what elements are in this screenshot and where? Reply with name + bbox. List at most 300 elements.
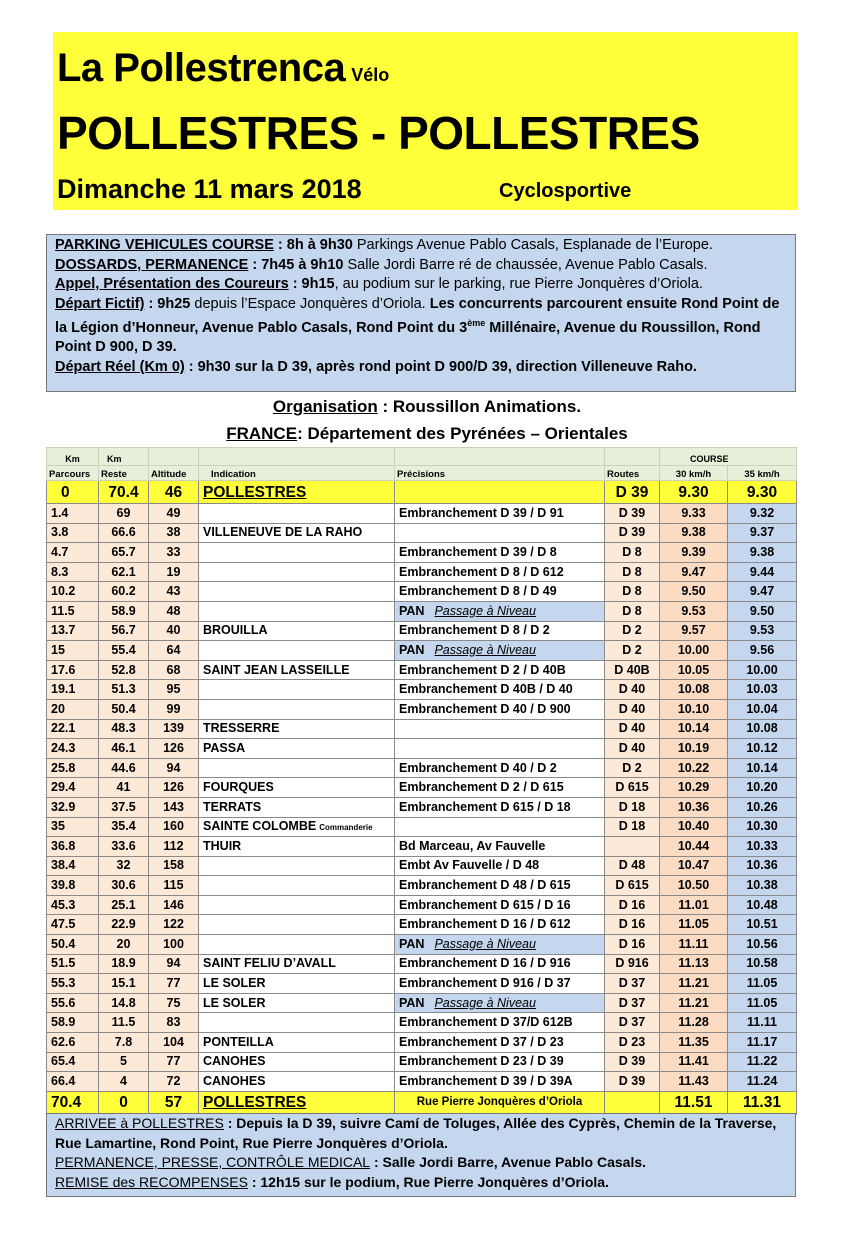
time-35kmh: 10.26 xyxy=(728,797,797,817)
precision xyxy=(395,523,605,543)
km-parcours: 19.1 xyxy=(47,680,99,700)
indication: POLLESTRES xyxy=(199,1091,395,1114)
indication-text: VILLENEUVE DE LA RAHO xyxy=(203,525,363,540)
time-30kmh: 10.40 xyxy=(660,817,728,837)
precision-text: PAN xyxy=(399,995,425,1010)
altitude: 64 xyxy=(149,641,199,661)
km-parcours: 45.3 xyxy=(47,895,99,915)
precision-text: Embt Av Fauvelle / D 48 xyxy=(399,858,540,873)
time-30kmh: 11.01 xyxy=(660,895,728,915)
table-row xyxy=(47,739,797,759)
altitude: 94 xyxy=(149,954,199,974)
time-30kmh: 11.51 xyxy=(660,1091,728,1114)
precision-text: Embranchement D 8 / D 49 xyxy=(399,584,557,599)
km-parcours: 38.4 xyxy=(47,856,99,876)
altitude: 33 xyxy=(149,543,199,563)
precision: Rue Pierre Jonquères d’Oriola xyxy=(395,1091,605,1114)
indication xyxy=(199,974,395,994)
route: D 37 xyxy=(605,1013,660,1033)
info-parking: PARKING VEHICULES COURSE : 8h à 9h30 Parkings Avenue Pablo Casals, Esplanade de l’Europe. xyxy=(55,237,713,253)
indication xyxy=(199,680,395,700)
info-depart-reel: Départ Réel (Km 0) : 9h30 sur la D 39, après rond point D 900/D 39, direction Villeneuve Raho. xyxy=(55,358,697,375)
indication xyxy=(199,582,395,602)
precision-text: Embranchement D 2 / D 40B xyxy=(399,662,566,677)
route: D 615 xyxy=(605,778,660,798)
time-30kmh: 10.36 xyxy=(660,797,728,817)
start-row: 0 70.4 46 POLLESTRES D 39 9.30 9.30 xyxy=(47,481,797,504)
km-parcours: 22.1 xyxy=(47,719,99,739)
precision-text: PAN xyxy=(399,642,425,657)
precision-text: Embranchement D 39 / D 39A xyxy=(399,1074,573,1089)
altitude: 139 xyxy=(149,719,199,739)
time-35kmh: 9.56 xyxy=(728,641,797,661)
time-35kmh: 10.08 xyxy=(728,719,797,739)
info-appel: Appel, Présentation des Coureurs : 9h15, au podium sur le parking, rue Pierre Jonquères d’Oriola. xyxy=(55,276,703,292)
indication-text: BROUILLA xyxy=(203,623,268,638)
km-parcours: 8.3 xyxy=(47,562,99,582)
time-30kmh: 11.21 xyxy=(660,974,728,994)
time-30kmh: 10.50 xyxy=(660,876,728,896)
altitude: 68 xyxy=(149,660,199,680)
time-30kmh: 10.08 xyxy=(660,680,728,700)
indication-text: PASSA xyxy=(203,740,246,755)
indication xyxy=(199,817,395,837)
indication xyxy=(199,895,395,915)
km-parcours: 50.4 xyxy=(47,935,99,955)
precision xyxy=(395,974,605,994)
passage-niveau-text: Passage à Niveau xyxy=(434,936,536,951)
precision-text: Embranchement D 40B / D 40 xyxy=(399,682,573,697)
indication xyxy=(199,915,395,935)
km-parcours: 4.7 xyxy=(47,543,99,563)
table-row xyxy=(47,699,797,719)
route: D 2 xyxy=(605,758,660,778)
altitude: 75 xyxy=(149,993,199,1013)
table-row xyxy=(47,876,797,896)
altitude: 104 xyxy=(149,1033,199,1053)
route xyxy=(605,837,660,857)
km-reste: 25.1 xyxy=(99,895,149,915)
time-30kmh: 11.43 xyxy=(660,1072,728,1092)
km-reste: 52.8 xyxy=(99,660,149,680)
precision-text: PAN xyxy=(399,936,425,951)
time-30kmh: 9.50 xyxy=(660,582,728,602)
event-category: Cyclosportive xyxy=(499,180,632,202)
km-parcours: 25.8 xyxy=(47,758,99,778)
altitude: 94 xyxy=(149,758,199,778)
time-35kmh: 10.30 xyxy=(728,817,797,837)
time-35kmh: 11.05 xyxy=(728,993,797,1013)
time-30kmh: 11.13 xyxy=(660,954,728,974)
table-row xyxy=(47,621,797,641)
precision xyxy=(395,837,605,857)
km-parcours: 70.4 xyxy=(47,1091,99,1114)
km-parcours: 58.9 xyxy=(47,1013,99,1033)
table-row xyxy=(47,1052,797,1072)
time-35kmh: 11.05 xyxy=(728,974,797,994)
route: D 40 xyxy=(605,680,660,700)
footer-arrivee: ARRIVEE à POLLESTRES : Depuis la D 39, suivre Camí de Toluges, Allée des Cyprès, Chemin de la Traverse, Rue Lamartine, Rond Point, Rue Pierre Jonquères d’Oriola. xyxy=(55,1115,777,1151)
indication-note: Commanderie xyxy=(319,822,373,832)
indication xyxy=(199,641,395,661)
km-reste: 14.8 xyxy=(99,993,149,1013)
time-30kmh: 10.29 xyxy=(660,778,728,798)
km-reste: 66.6 xyxy=(99,523,149,543)
table-row xyxy=(47,856,797,876)
precision-text: Embranchement D 8 / D 612 xyxy=(399,564,564,579)
time-35kmh: 10.04 xyxy=(728,699,797,719)
table-row xyxy=(47,523,797,543)
arrival-info-box xyxy=(46,1113,796,1197)
time-30kmh: 9.38 xyxy=(660,523,728,543)
route-title: POLLESTRES - POLLESTRES xyxy=(57,107,700,159)
route: D 40 xyxy=(605,719,660,739)
info-box xyxy=(46,234,796,392)
precision xyxy=(395,895,605,915)
time-30kmh: 10.05 xyxy=(660,660,728,680)
altitude: 49 xyxy=(149,504,199,524)
event-date: Dimanche 11 mars 2018 xyxy=(57,174,362,204)
precision xyxy=(395,562,605,582)
time-30kmh: 10.22 xyxy=(660,758,728,778)
table-row xyxy=(47,660,797,680)
time-30kmh: 11.35 xyxy=(660,1033,728,1053)
table-row xyxy=(47,778,797,798)
time-30kmh: 11.11 xyxy=(660,935,728,955)
indication-text: LE SOLER xyxy=(203,995,266,1010)
altitude: 43 xyxy=(149,582,199,602)
precision-text: Embranchement D 16 / D 916 xyxy=(399,956,571,971)
altitude: 77 xyxy=(149,974,199,994)
table-row xyxy=(47,641,797,661)
precision-text: Embranchement D 39 / D 91 xyxy=(399,505,564,520)
route: D 39 xyxy=(605,1052,660,1072)
time-30kmh: 11.21 xyxy=(660,993,728,1013)
time-30kmh: 9.47 xyxy=(660,562,728,582)
indication xyxy=(199,876,395,896)
time-35kmh: 10.14 xyxy=(728,758,797,778)
km-parcours: 62.6 xyxy=(47,1033,99,1053)
precision xyxy=(395,543,605,563)
precision xyxy=(395,915,605,935)
route: D 8 xyxy=(605,601,660,621)
precision-text: Embranchement D 37 / D 23 xyxy=(399,1034,564,1049)
indication-text: CANOHES xyxy=(203,1074,266,1089)
km-parcours: 20 xyxy=(47,699,99,719)
indication-text: TERRATS xyxy=(203,799,262,814)
precision xyxy=(395,582,605,602)
precision xyxy=(395,856,605,876)
time-35kmh: 10.03 xyxy=(728,680,797,700)
indication xyxy=(199,699,395,719)
precision xyxy=(395,1052,605,1072)
altitude: 40 xyxy=(149,621,199,641)
time-35kmh: 9.53 xyxy=(728,621,797,641)
precision-text: Embranchement D 39 / D 8 xyxy=(399,544,557,559)
time-35kmh: 10.48 xyxy=(728,895,797,915)
route: D 2 xyxy=(605,641,660,661)
precision xyxy=(395,1033,605,1053)
table-row xyxy=(47,954,797,974)
km-reste: 11.5 xyxy=(99,1013,149,1033)
indication xyxy=(199,523,395,543)
km-reste: 4 xyxy=(99,1072,149,1092)
km-reste: 15.1 xyxy=(99,974,149,994)
km-reste: 37.5 xyxy=(99,797,149,817)
time-30kmh: 10.47 xyxy=(660,856,728,876)
route: D 23 xyxy=(605,1033,660,1053)
precision xyxy=(395,641,605,661)
time-35kmh: 10.38 xyxy=(728,876,797,896)
km-parcours: 17.6 xyxy=(47,660,99,680)
precision-text: Embranchement D 615 / D 18 xyxy=(399,799,571,814)
precision-text: Embranchement D 2 / D 615 xyxy=(399,780,564,795)
table-row xyxy=(47,817,797,837)
event-name xyxy=(57,46,389,91)
km-parcours: 3.8 xyxy=(47,523,99,543)
indication-text: CANOHES xyxy=(203,1054,266,1069)
precision xyxy=(395,817,605,837)
altitude: 115 xyxy=(149,876,199,896)
altitude: 99 xyxy=(149,699,199,719)
altitude: 160 xyxy=(149,817,199,837)
km-parcours: 35 xyxy=(47,817,99,837)
km-parcours: 15 xyxy=(47,641,99,661)
route: D 37 xyxy=(605,974,660,994)
table-row xyxy=(47,543,797,563)
route: D 39 xyxy=(605,504,660,524)
indication-text: SAINTE COLOMBE xyxy=(203,818,317,833)
table-row xyxy=(47,993,797,1013)
route: D 40 xyxy=(605,699,660,719)
indication-text: FOURQUES xyxy=(203,780,274,795)
precision xyxy=(395,719,605,739)
table-row xyxy=(47,562,797,582)
time-30kmh: 9.57 xyxy=(660,621,728,641)
table-row xyxy=(47,601,797,621)
indication xyxy=(199,856,395,876)
km-parcours: 66.4 xyxy=(47,1072,99,1092)
indication xyxy=(199,954,395,974)
precision-text: Embranchement D 16 / D 612 xyxy=(399,917,571,932)
altitude: 38 xyxy=(149,523,199,543)
indication-text: SAINT JEAN LASSEILLE xyxy=(203,662,350,677)
indication xyxy=(199,778,395,798)
time-35kmh: 10.58 xyxy=(728,954,797,974)
route: D 2 xyxy=(605,621,660,641)
route: D 615 xyxy=(605,876,660,896)
km-reste: 0 xyxy=(99,1091,149,1114)
km-parcours: 39.8 xyxy=(47,876,99,896)
precision xyxy=(395,797,605,817)
finish-row xyxy=(47,1091,797,1114)
precision xyxy=(395,758,605,778)
precision xyxy=(395,621,605,641)
altitude: 48 xyxy=(149,601,199,621)
indication xyxy=(199,797,395,817)
time-30kmh: 11.41 xyxy=(660,1052,728,1072)
indication xyxy=(199,993,395,1013)
altitude: 72 xyxy=(149,1072,199,1092)
route: D 18 xyxy=(605,817,660,837)
route: D 37 xyxy=(605,993,660,1013)
time-35kmh: 10.56 xyxy=(728,935,797,955)
time-35kmh: 9.37 xyxy=(728,523,797,543)
table-row xyxy=(47,680,797,700)
precision-text: Embranchement D 23 / D 39 xyxy=(399,1054,564,1069)
km-parcours: 55.6 xyxy=(47,993,99,1013)
indication xyxy=(199,758,395,778)
km-reste: 60.2 xyxy=(99,582,149,602)
km-parcours: 10.2 xyxy=(47,582,99,602)
precision-text: Embranchement D 8 / D 2 xyxy=(399,623,550,638)
km-reste: 35.4 xyxy=(99,817,149,837)
km-reste: 55.4 xyxy=(99,641,149,661)
time-30kmh: 10.44 xyxy=(660,837,728,857)
time-35kmh: 11.31 xyxy=(728,1091,797,1114)
time-30kmh: 10.00 xyxy=(660,641,728,661)
time-35kmh: 10.20 xyxy=(728,778,797,798)
route: D 916 xyxy=(605,954,660,974)
km-reste: 7.8 xyxy=(99,1033,149,1053)
indication xyxy=(199,504,395,524)
km-reste: 48.3 xyxy=(99,719,149,739)
indication xyxy=(199,660,395,680)
time-35kmh: 11.17 xyxy=(728,1033,797,1053)
route: D 16 xyxy=(605,915,660,935)
indication xyxy=(199,1033,395,1053)
info-depart-fictif: Départ Fictif) : 9h25 depuis l’Espace Jonquères d’Oriola. Les concurrents parcourent ensuite Rond Point de la Légion d’Honneur, Avenue Pablo Casals, Rond Point du 3ème Millénaire, Avenue du Roussillon, Rond Point D 900, D 39. xyxy=(55,295,780,356)
precision xyxy=(395,1072,605,1092)
indication xyxy=(199,1072,395,1092)
precision xyxy=(395,739,605,759)
time-35kmh: 10.33 xyxy=(728,837,797,857)
km-parcours: 11.5 xyxy=(47,601,99,621)
table-row xyxy=(47,504,797,524)
event-title: La Pollestrenca xyxy=(57,46,346,90)
route: D 40 xyxy=(605,739,660,759)
precision xyxy=(395,1013,605,1033)
table-row xyxy=(47,1072,797,1092)
indication-text: THUIR xyxy=(203,838,242,853)
km-parcours: 29.4 xyxy=(47,778,99,798)
event-type-velo: Vélo xyxy=(351,65,390,85)
indication xyxy=(199,739,395,759)
info-dossards: DOSSARDS, PERMANENCE : 7h45 à 9h10 Salle Jordi Barre ré de chaussée, Avenue Pablo Casals. xyxy=(55,256,708,273)
route: D 8 xyxy=(605,543,660,563)
table-row xyxy=(47,797,797,817)
km-reste: 62.1 xyxy=(99,562,149,582)
altitude: 57 xyxy=(149,1091,199,1114)
km-parcours: 36.8 xyxy=(47,837,99,857)
km-parcours: 32.9 xyxy=(47,797,99,817)
table-row xyxy=(47,935,797,955)
km-reste: 22.9 xyxy=(99,915,149,935)
precision xyxy=(395,778,605,798)
km-reste: 56.7 xyxy=(99,621,149,641)
altitude: 95 xyxy=(149,680,199,700)
table-row xyxy=(47,758,797,778)
table-header-row: Km Km COURSE xyxy=(47,448,797,466)
precision xyxy=(395,993,605,1013)
precision-text: Embranchement D 615 / D 16 xyxy=(399,897,571,912)
precision-text: Bd Marceau, Av Fauvelle xyxy=(399,838,546,853)
table-row xyxy=(47,1013,797,1033)
km-parcours: 24.3 xyxy=(47,739,99,759)
altitude: 143 xyxy=(149,797,199,817)
time-30kmh: 11.05 xyxy=(660,915,728,935)
time-35kmh: 11.22 xyxy=(728,1052,797,1072)
precision-text: Embranchement D 48 / D 615 xyxy=(399,878,571,893)
km-reste: 50.4 xyxy=(99,699,149,719)
region-line: FRANCE: Département des Pyrénées – Orientales xyxy=(226,424,628,443)
km-reste: 32 xyxy=(99,856,149,876)
km-reste: 41 xyxy=(99,778,149,798)
indication xyxy=(199,562,395,582)
footer-remise: REMISE des RECOMPENSES : 12h15 sur le podium, Rue Pierre Jonquères d’Oriola. xyxy=(55,1173,609,1190)
altitude: 146 xyxy=(149,895,199,915)
passage-niveau-text: Passage à Niveau xyxy=(434,642,536,657)
km-reste: 65.7 xyxy=(99,543,149,563)
indication xyxy=(199,1013,395,1033)
indication xyxy=(199,543,395,563)
time-35kmh: 11.11 xyxy=(728,1013,797,1033)
time-30kmh: 9.53 xyxy=(660,601,728,621)
indication xyxy=(199,935,395,955)
altitude: 122 xyxy=(149,915,199,935)
precision xyxy=(395,601,605,621)
route xyxy=(605,1091,660,1114)
route: D 16 xyxy=(605,935,660,955)
passage-niveau-text: Passage à Niveau xyxy=(434,603,536,618)
precision xyxy=(395,504,605,524)
km-parcours: 1.4 xyxy=(47,504,99,524)
time-30kmh: 10.14 xyxy=(660,719,728,739)
route: D 8 xyxy=(605,582,660,602)
time-35kmh: 10.00 xyxy=(728,660,797,680)
time-35kmh: 9.47 xyxy=(728,582,797,602)
km-reste: 33.6 xyxy=(99,837,149,857)
organisation-line: Organisation : Roussillon Animations. xyxy=(272,397,582,416)
precision-text: Embranchement D 37/D 612B xyxy=(399,1015,573,1030)
km-reste: 69 xyxy=(99,504,149,524)
altitude: 77 xyxy=(149,1052,199,1072)
indication xyxy=(199,621,395,641)
precision-text: Embranchement D 916 / D 37 xyxy=(399,976,571,991)
time-35kmh: 10.36 xyxy=(728,856,797,876)
km-reste: 46.1 xyxy=(99,739,149,759)
km-reste: 18.9 xyxy=(99,954,149,974)
precision xyxy=(395,699,605,719)
time-35kmh: 11.24 xyxy=(728,1072,797,1092)
indication-text: PONTEILLA xyxy=(203,1034,274,1049)
table-row xyxy=(47,837,797,857)
route-table xyxy=(46,447,797,1115)
time-30kmh: 9.33 xyxy=(660,504,728,524)
footer-permanence: PERMANENCE, PRESSE, CONTRÔLE MEDICAL : Salle Jordi Barre, Avenue Pablo Casals. xyxy=(55,1154,647,1170)
table-row xyxy=(47,974,797,994)
indication xyxy=(199,719,395,739)
indication-text: LE SOLER xyxy=(203,976,266,991)
indication xyxy=(199,601,395,621)
km-reste: 20 xyxy=(99,935,149,955)
route: D 40B xyxy=(605,660,660,680)
precision-text: Embranchement D 40 / D 2 xyxy=(399,760,557,775)
table-row xyxy=(47,582,797,602)
passage-niveau-text: Passage à Niveau xyxy=(434,995,536,1010)
altitude: 112 xyxy=(149,837,199,857)
km-reste: 44.6 xyxy=(99,758,149,778)
